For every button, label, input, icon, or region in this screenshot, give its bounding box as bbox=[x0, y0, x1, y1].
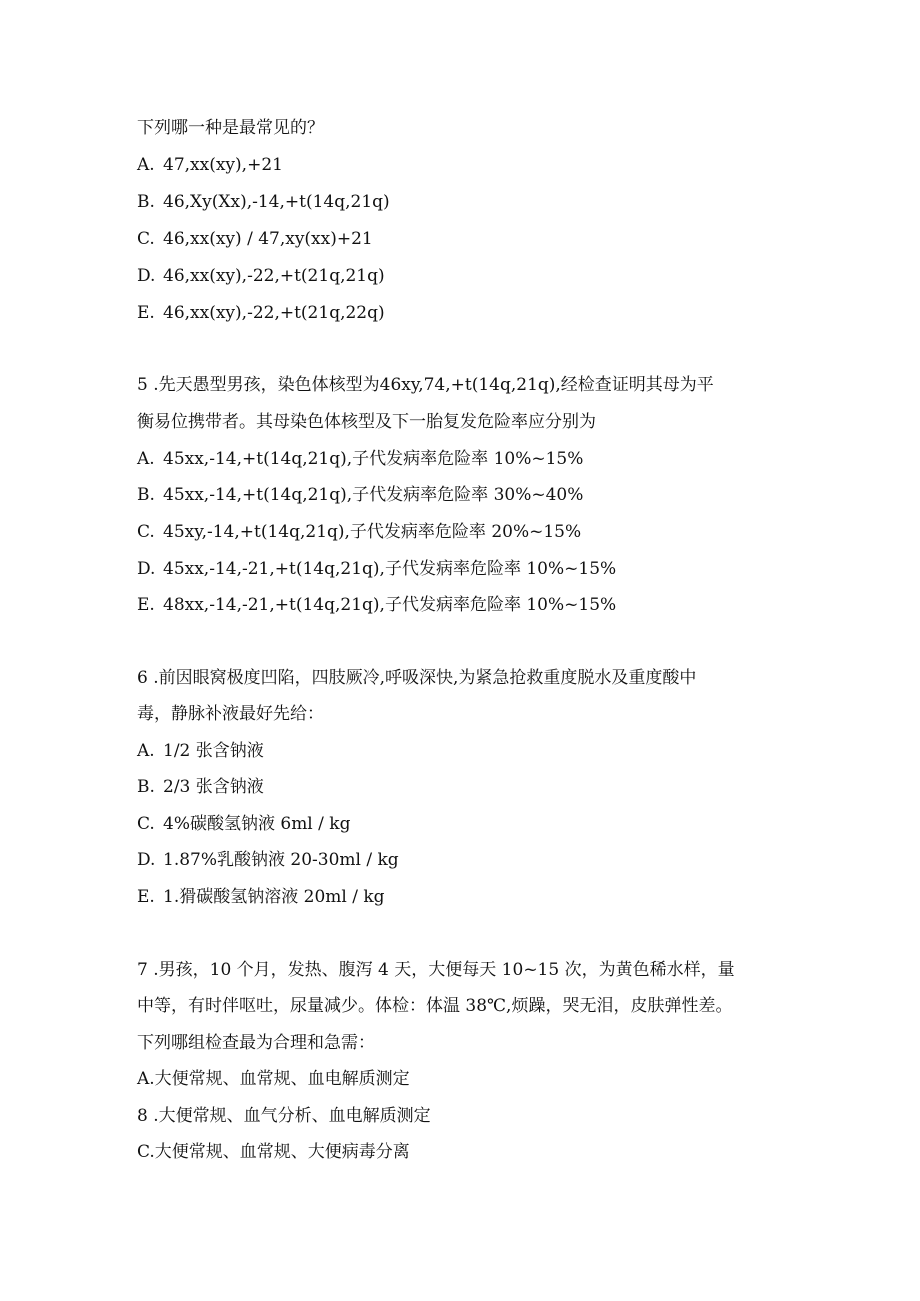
option-letter: B. bbox=[137, 777, 155, 797]
question-5-stem-line-1: 5 .先天愚型男孩，染色体核型为46xy,74,+t(14q,21q),经检查证明其母为平 bbox=[137, 375, 714, 395]
option-letter: C. bbox=[137, 522, 155, 542]
option-text: 4%碳酸氢钠液 6ml / kg bbox=[163, 814, 351, 834]
question-6-option-c bbox=[137, 816, 350, 833]
question-6-stem-line-2: 毒，静脉补液最好先给： bbox=[137, 704, 324, 724]
question-5-option-d bbox=[137, 561, 616, 578]
question-4-option-c bbox=[137, 231, 373, 248]
option-text: 46,Xy(Xx),-14,+t(14q,21q) bbox=[163, 192, 390, 212]
option-text: 1.猾碳酸氢钠溶液 20ml / kg bbox=[163, 887, 385, 907]
question-5-option-a bbox=[137, 451, 583, 468]
option-text: 46,xx(xy),-22,+t(21q,21q) bbox=[163, 266, 385, 286]
question-5-stem-line-2: 衡易位携带者。其母染色体核型及下一胎复发危险率应分别为 bbox=[137, 412, 596, 432]
question-5-option-e bbox=[137, 597, 616, 614]
option-text: 47,xx(xy),+21 bbox=[163, 155, 283, 175]
option-letter: E. bbox=[137, 595, 155, 615]
question-6-option-b bbox=[137, 779, 264, 796]
option-letter: B. bbox=[137, 192, 155, 212]
question-7-stem-line-2: 中等，有时伴呕吐，尿量减少。体检：体温 38℃,烦躁，哭无泪，皮肤弹性差。 bbox=[137, 996, 733, 1016]
option-text: 1.87%乳酸钠液 20-30ml / kg bbox=[163, 850, 399, 870]
option-text: 45xy,-14,+t(14q,21q),子代发病率危险率 20%~15% bbox=[163, 522, 582, 542]
question-4-stem: 下列哪一种是最常见的？ bbox=[137, 118, 324, 138]
option-text: 2/3 张含钠液 bbox=[163, 777, 264, 797]
option-letter: B. bbox=[137, 485, 155, 505]
question-7-option-c: C.大便常规、血常规、大便病毒分离 bbox=[137, 1142, 410, 1162]
option-text: 1/2 张含钠液 bbox=[163, 741, 264, 761]
option-letter: A. bbox=[137, 741, 155, 761]
option-letter: D. bbox=[137, 559, 156, 579]
question-6-stem-line-1: 6 .前因眼窝极度凹陷，四肢厥冷,呼吸深快,为紧急抢救重度脱水及重度酸中 bbox=[137, 668, 697, 688]
option-text: 45xx,-14,-21,+t(14q,21q),子代发病率危险率 10%~15% bbox=[163, 559, 617, 579]
option-letter: D. bbox=[137, 266, 156, 286]
option-text: 45xx,-14,+t(14q,21q),子代发病率危险率 30%~40% bbox=[163, 485, 584, 505]
question-4-option-b bbox=[137, 194, 390, 211]
question-4-option-e bbox=[137, 305, 385, 322]
option-letter: E. bbox=[137, 303, 155, 323]
option-text: 45xx,-14,+t(14q,21q),子代发病率危险率 10%~15% bbox=[163, 449, 584, 469]
question-8-line: 8 .大便常规、血气分析、血电解质测定 bbox=[137, 1106, 431, 1126]
option-letter: A. bbox=[137, 449, 155, 469]
option-letter: D. bbox=[137, 850, 156, 870]
question-5-option-b bbox=[137, 487, 583, 504]
question-6-option-e bbox=[137, 889, 385, 906]
question-7-stem-line-3: 下列哪组检查最为合理和急需： bbox=[137, 1033, 375, 1053]
question-7-option-a: A.大便常规、血常规、血电解质测定 bbox=[137, 1069, 410, 1089]
question-7-stem-line-1: 7 .男孩，10 个月，发热、腹泻 4 天，大便每天 10~15 次，为黄色稀水样，量 bbox=[137, 960, 735, 980]
option-letter: E. bbox=[137, 887, 155, 907]
option-letter: C. bbox=[137, 814, 155, 834]
option-letter: A. bbox=[137, 155, 155, 175]
option-text: 46,xx(xy),-22,+t(21q,22q) bbox=[163, 303, 385, 323]
question-4-option-a bbox=[137, 157, 283, 174]
option-text: 46,xx(xy) / 47,xy(xx)+21 bbox=[163, 229, 373, 249]
question-6-option-a bbox=[137, 743, 264, 760]
option-text: 48xx,-14,-21,+t(14q,21q),子代发病率危险率 10%~15% bbox=[163, 595, 617, 615]
option-letter: C. bbox=[137, 229, 155, 249]
question-4-option-d bbox=[137, 268, 385, 285]
question-5-option-c bbox=[137, 524, 581, 541]
question-6-option-d bbox=[137, 852, 399, 869]
